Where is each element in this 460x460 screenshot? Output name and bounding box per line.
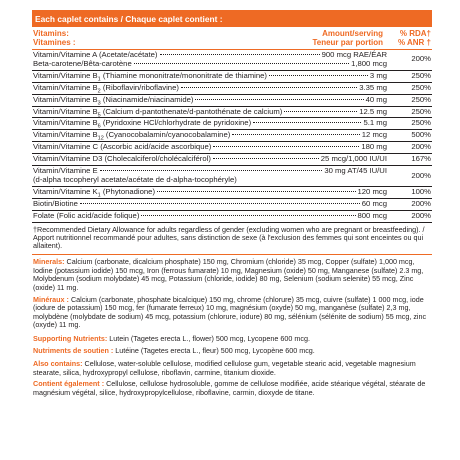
nutrient-name-text: Biotin/Biotine [33,198,78,208]
ingredient-paragraph [32,347,432,361]
rda-footnote: †Recommended Dietary Allowance for adults regardless of gender (excluding women who are pregnant or breastfeeding). / Apport nutritionnel recommandé pour adultes, sans distinction de sexe (à l'exclusion des femmes qui sont enceintes ou qui allaitent). [33,224,425,250]
table-row [32,50,432,70]
table-row [32,94,432,106]
vitamin-subscript: 3 [97,100,101,107]
nutrient-name-text: Vitamin/Vitamine B [33,118,98,128]
nutrient-name [33,84,179,93]
rda-percent: 250% [411,82,431,92]
nutrient-amount: 40 mg [365,94,387,104]
nutrient-amount: 120 mcg [357,186,387,196]
table-row [32,106,432,118]
nutrient-name-text: Vitamin/Vitamine B [33,130,98,140]
nutrient-amount: 30 mg AT/45 IU/UI [324,166,387,176]
dot-leader [232,134,360,135]
nutrient-line [33,176,387,185]
nutrient-line [33,119,387,128]
nutrient-amount: 800 mcg [357,210,387,220]
nutrient-name-text: Beta-carotene/Bêta-carotène [33,58,132,68]
table-row [32,186,432,198]
ingredient-paragraph [32,360,432,380]
table-row [32,198,432,210]
rda-percent: 500% [411,130,431,140]
dot-leader [213,158,319,159]
table-row [32,129,432,141]
paragraph-text: Lutein (Tagetes erecta L., flower) 500 mcg, Lycopene 600 mcg. [107,333,310,343]
table-row [32,153,432,165]
table-row [32,210,432,222]
paragraph-text: Lutéine (Tagetes erecta L., fleur) 500 mcg, Lycopène 600 mcg. [113,345,315,355]
nutrient-source-text: (Pyridoxine HCl/chlorhydrate de pyridoxine) [100,118,252,128]
nutrient-amount: 25 mcg/1,000 IU/UI [320,154,387,164]
dot-leader [80,203,360,204]
table-row [32,165,432,186]
nutrient-name-text: Vitamin/Vitamine K [33,186,98,196]
vitamin-subscript: 6 [97,123,101,130]
nutrient-line [33,188,387,197]
paragraph-label: Also contains: [33,359,83,369]
nutrient-name-text: Vitamin/Vitamine A (Acetate/acétate) [33,50,158,59]
nutrient-line [33,155,387,164]
dot-leader [195,99,363,100]
rda-heading-fr: % ANR † [397,38,431,47]
paragraph-label: Nutriments de soutien : [33,345,114,355]
nutrient-line [33,131,387,140]
dot-leader [213,146,359,147]
nutrient-name-text: Folate (Folic acid/acide folique) [33,210,140,220]
nutrient-name [33,176,237,185]
nutrient-line [33,200,387,209]
nutrient-name [33,119,251,128]
ingredient-paragraph [32,258,432,295]
nutrient-name [33,200,78,209]
dot-leader [253,122,361,123]
rda-percent: 250% [411,106,431,116]
panel-title: Each caplet contains / Chaque caplet contient : [35,13,223,24]
vitamin-subscript: 2 [97,88,101,95]
paragraph-text: Calcium (carbonate, dicalcium phosphate) 150 mg, Chromium (chloride) 35 mcg, Copper (sulfate) 1,000 mcg, Iodine (potassium iodide) 150 mcg, Iron (ferrous fumarate) 10 mg, Magnesium (oxide) 50 mg, Manganese (sulfate) 2.3 mg, Molybdenum (sodium molybdate) 45 mcg, Potassium (chloride, iodide) 80 mg, Selenium (sodium selenite) 55 mcg, Zinc (oxide) 11 mg. [33,257,424,292]
dot-leader [160,54,320,55]
rda-percent: 200% [411,170,431,180]
paragraph-text: Cellulose, cellulose hydrosoluble, gomme de cellulose modifiée, acide stéarique végétal, stéarate de magnésium végétal, silice, hydroxypropylcellulose, riboflavine, carmin, dioxyde de titane. [33,379,426,397]
supplement-facts-panel [32,10,432,401]
nutrient-name [33,131,230,140]
vitamins-heading-en: Vitamins: [33,29,69,38]
rda-percent: 167% [411,154,431,164]
ingredient-paragraphs [32,258,432,400]
amount-heading-fr: Teneur par portion [312,38,383,47]
nutrient-name-text: Vitamin/Vitamine C (Ascorbic acid/acide ascorbique) [33,142,212,152]
nutrient-name-text: Vitamin/Vitamine D3 (Cholecalciferol/cholécalciférol) [33,154,211,164]
nutrient-amount: 3.35 mg [359,82,387,92]
table-row [32,82,432,94]
rda-percent: 200% [411,210,431,220]
nutrient-name [33,212,139,221]
dot-leader [157,191,355,192]
nutrient-amount: 12 mcg [361,130,387,140]
nutrient-amount: 12.5 mg [359,106,387,116]
column-headers [32,27,432,50]
nutrient-name-text: (d-alpha tocopheryl acetate/acétate de d-alpha-tocophéryle) [33,174,237,184]
nutrient-name-text: Vitamin/Vitamine B [33,106,98,116]
dot-leader [134,63,349,64]
nutrient-source-text: (Cyanocobalamin/cyanocobalamine) [103,130,231,140]
paragraph-label: Minéraux : [33,294,69,304]
rda-percent: 250% [411,70,431,80]
paragraph-text: Calcium (carbonate, phosphate bicalcique) 150 mg, chrome (chlorure) 35 mcg, cuivre (sulfate) 1 000 mcg, iode (iodure de potassium) 150 mcg, fer (fumarate ferreux) 10 mg, magnésium (oxyde) 50 mg, manganèse (sulfate) 2,3 mg, molybdène (molybdate de sodium) 45 mcg, potassium (chlorure, iodure) 80 mg, sélénium (sélénite de sodium) 55 mcg, zinc (oxyde) 11 mg. [33,294,427,330]
paragraph-label: Supporting Nutrients: [33,333,108,343]
nutrient-name [33,108,282,117]
rda-percent: 250% [411,94,431,104]
nutrient-amount: 1,800 mcg [351,58,387,68]
nutrient-name [33,96,193,105]
nutrient-name-text: Vitamin/Vitamine B [33,70,98,80]
ingredient-paragraph [32,296,432,335]
nutrient-name-text: Vitamin/Vitamine B [33,82,98,92]
vitamin-subscript: 1 [97,76,101,83]
nutrient-line [33,60,387,69]
table-row [32,70,432,82]
dot-leader [181,87,357,88]
nutrient-amount: 900 mcg RAE/ÉAR [321,50,387,59]
panel-header [32,10,432,27]
nutrient-source-text: (Calcium d-pantothenate/d-pantothénate de calcium) [100,106,283,116]
vitamin-table [32,50,432,222]
nutrient-line [33,96,387,105]
nutrient-name-text: Vitamin/Vitamine B [33,94,98,104]
dot-leader [269,75,368,76]
nutrient-name [33,72,267,81]
vitamins-heading-fr: Vitamines : [33,38,76,47]
nutrient-line [33,143,387,152]
nutrient-source-text: (Phytonadione) [100,186,156,196]
rda-percent: 200% [411,54,431,64]
vitamin-subscript: 1 [97,192,101,199]
dot-leader [141,215,355,216]
nutrient-name-text: Vitamin/Vitamine E [33,166,98,176]
dot-leader [100,170,323,171]
nutrient-name [33,60,132,69]
rda-percent: 200% [411,198,431,208]
rda-percent: 250% [411,118,431,128]
paragraph-text: Cellulose, water-soluble cellulose, modified cellulose gum, vegetable stearic acid, vegetable magnesium stearate, silica, hydroxypropyl cellulose, riboflavin, carmine, titanium dioxide. [33,359,416,377]
divider-orange [32,254,432,255]
dot-leader [284,111,357,112]
nutrient-line [33,72,387,81]
rda-heading-en: % RDA† [399,29,431,38]
nutrient-source-text: (Riboflavin/riboflavine) [100,82,179,92]
paragraph-label: Contient également : [33,379,105,389]
vitamin-subscript: 5 [97,112,101,119]
nutrient-amount: 3 mg [369,70,387,80]
amount-heading-en: Amount/serving [322,29,383,38]
table-row [32,141,432,153]
nutrient-name [33,155,211,164]
paragraph-label: Minerals: [33,257,65,267]
nutrient-source-text: (Niacinamide/niacinamide) [100,94,194,104]
vitamin-subscript: 12 [97,135,104,142]
table-row [32,117,432,129]
nutrient-amount: 5.1 mg [363,118,387,128]
nutrient-name [33,188,155,197]
nutrient-line [33,212,387,221]
nutrient-amount: 60 mcg [361,198,387,208]
nutrient-name [33,143,211,152]
rda-percent: 200% [411,142,431,152]
nutrient-amount: 180 mg [361,142,387,152]
nutrient-source-text: (Thiamine mononitrate/mononitrate de thiamine) [100,70,267,80]
rda-percent: 100% [411,186,431,196]
nutrient-line [33,84,387,93]
nutrient-line [33,108,387,117]
ingredient-paragraph [32,380,432,400]
